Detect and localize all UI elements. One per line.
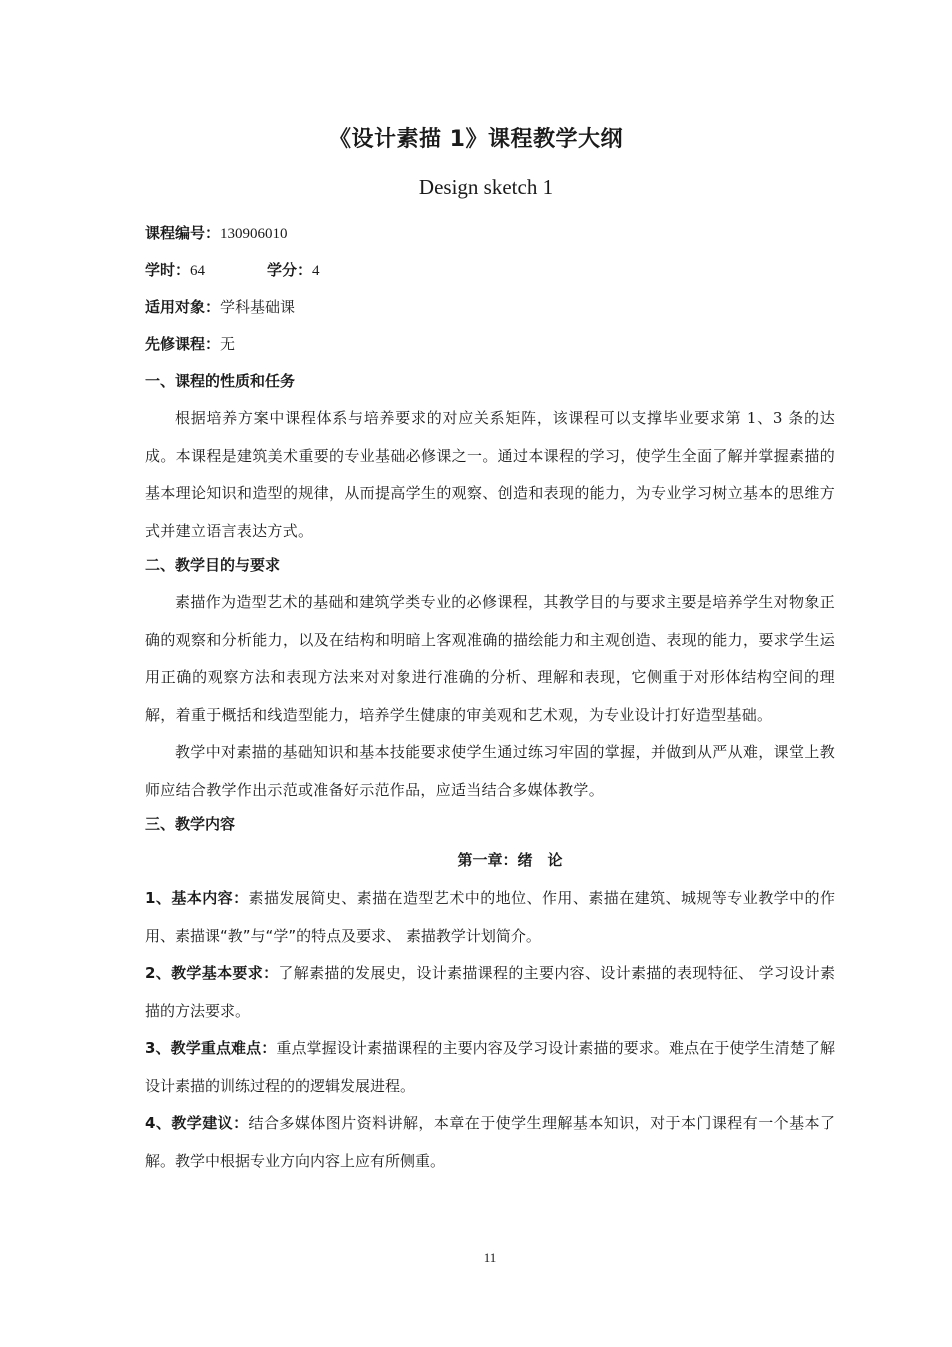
content-item-suggestions bbox=[145, 1105, 835, 1180]
content-item-label: 4、教学建议： bbox=[145, 1114, 249, 1132]
credits-label: 学分： bbox=[267, 261, 313, 279]
content-item-label: 2、教学基本要求： bbox=[145, 964, 279, 982]
content-item-label: 1、基本内容： bbox=[145, 889, 249, 907]
hours-label: 学时： bbox=[145, 261, 191, 279]
section2-heading: 二、教学目的与要求 bbox=[145, 556, 281, 574]
content-item-key-points bbox=[145, 1030, 835, 1105]
prereq-label: 先修课程： bbox=[145, 335, 221, 353]
hours-credits-line bbox=[145, 255, 835, 292]
hours-value: 64 bbox=[190, 263, 206, 279]
content-item-label: 3、教学重点难点： bbox=[145, 1039, 277, 1057]
course-code-line bbox=[145, 218, 835, 255]
credits-value: 4 bbox=[312, 263, 320, 279]
audience-line bbox=[145, 292, 835, 329]
section3-heading: 三、教学内容 bbox=[145, 815, 236, 833]
audience-label: 适用对象： bbox=[145, 298, 221, 316]
content-item-text: 结合多媒体图片资料讲解，本章在于使学生理解基本知识，对于本门课程有一个基本了解。教学中根据专业方向内容上应有所侧重。 bbox=[145, 1114, 835, 1170]
document-content bbox=[145, 218, 835, 1180]
content-item-text: 素描发展简史、素描在造型艺术中的地位、作用、素描在建筑、城规等专业教学中的作用、素描课“教”与“学”的特点及要求、 素描教学计划简介。 bbox=[145, 889, 835, 945]
course-code-value: 130906010 bbox=[220, 226, 288, 242]
prereq-value: 无 bbox=[220, 335, 236, 353]
content-item-requirements bbox=[145, 955, 835, 1030]
course-code-label: 课程编号： bbox=[145, 224, 221, 242]
section2-paragraph-1: 素描作为造型艺术的基础和建筑学类专业的必修课程，其教学目的与要求主要是培养学生对物象正确的观察和分析能力，以及在结构和明暗上客观准确的描绘能力和主观创造、表现的能力，要求学生运用正确的观察方法和表现方法来对对象进行准确的分析、理解和表现，它侧重于对形体结构空间的理解，着重于概括和线造型能力，培养学生健康的审美观和艺术观，为专业设计打好造型基础。 bbox=[145, 593, 835, 724]
document-title: 《设计素描 1》课程教学大纲 bbox=[329, 127, 623, 152]
section1-paragraph: 根据培养方案中课程体系与培养要求的对应关系矩阵，该课程可以支撑毕业要求第 1、3 条的达成。本课程是建筑美术重要的专业基础必修课之一。通过本课程的学习，使学生全面了解并掌握素描的基本理论知识和造型的规律，从而提高学生的观察、创造和表现的能力，为专业学习树立基本的思维方式并建立语言表达方式。 bbox=[145, 409, 835, 540]
page-number: 11 bbox=[483, 1250, 497, 1265]
section2-paragraph-2: 教学中对素描的基础知识和基本技能要求使学生通过练习牢固的掌握，并做到从严从难，课堂上教师应结合教学作出示范或准备好示范作品，应适当结合多媒体教学。 bbox=[145, 743, 835, 799]
section1-heading: 一、课程的性质和任务 bbox=[145, 372, 296, 390]
content-item-text: 了解素描的发展史，设计素描课程的主要内容、设计素描的表现特征、 学习设计素描的方法要求。 bbox=[145, 964, 835, 1020]
audience-value: 学科基础课 bbox=[220, 298, 296, 316]
content-item-basic bbox=[145, 880, 835, 955]
content-item-text: 重点掌握设计素描课程的主要内容及学习设计素描的要求。难点在于使学生清楚了解设计素描的训练过程的的逻辑发展进程。 bbox=[145, 1039, 835, 1095]
document-subtitle: Design sketch 1 bbox=[418, 175, 554, 199]
prereq-line bbox=[145, 329, 835, 366]
chapter-title: 第一章：绪 论 bbox=[457, 851, 563, 869]
